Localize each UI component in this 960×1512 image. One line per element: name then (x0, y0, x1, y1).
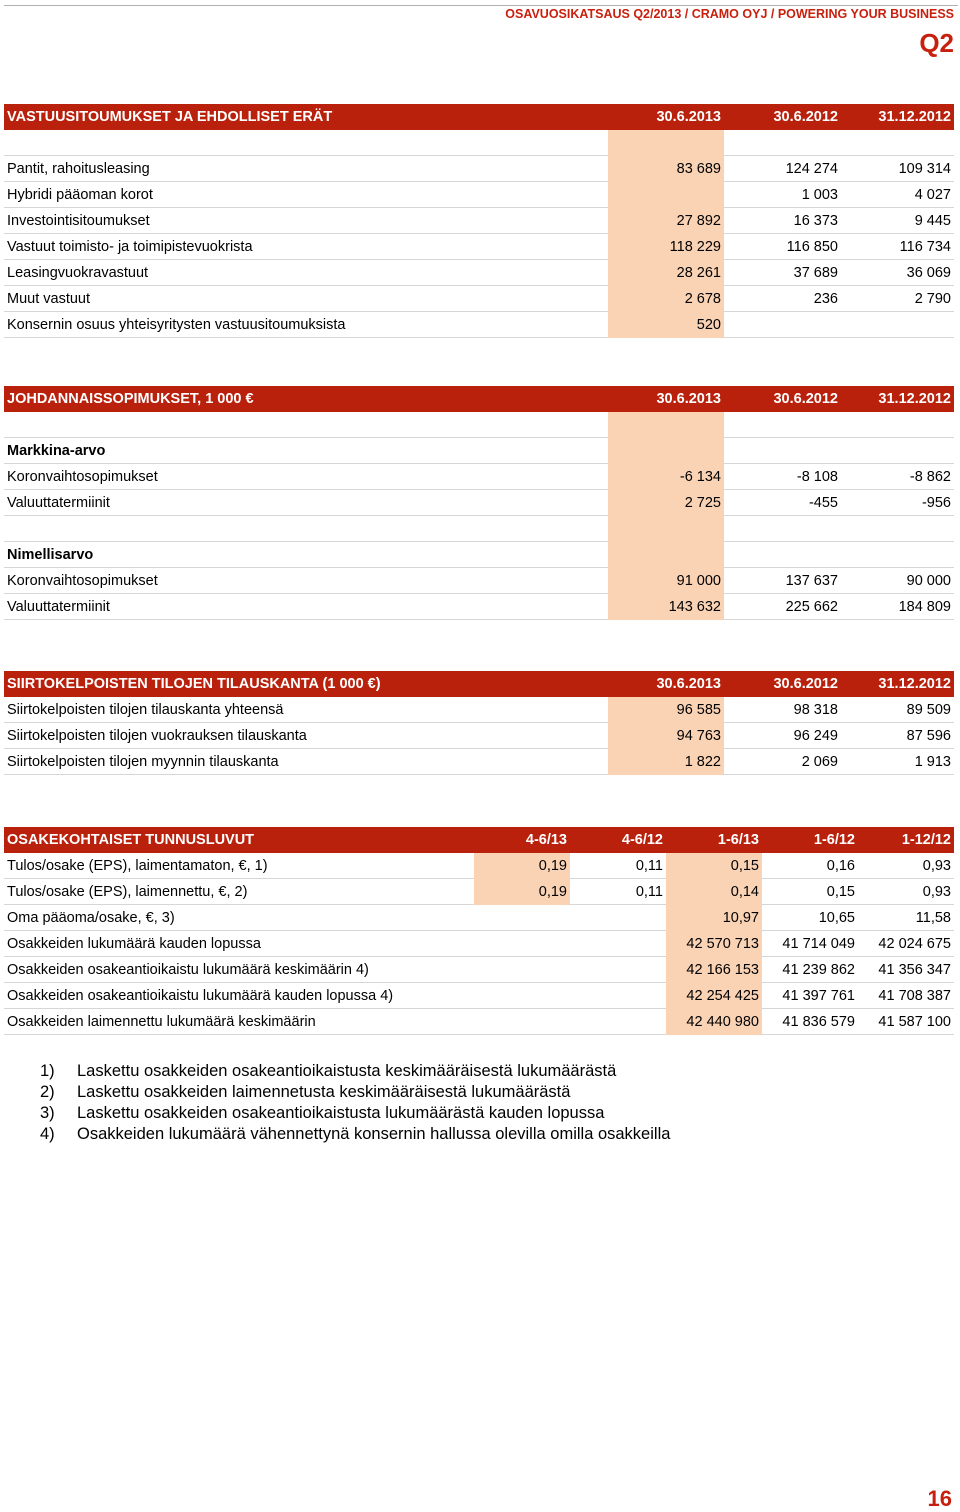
value-cell: 0,93 (922, 884, 951, 900)
table-row (4, 697, 954, 723)
footnote-key: 1) (40, 1062, 55, 1080)
commitments-title: VASTUUSITOUMUKSET JA EHDOLLISET ERÄT (7, 109, 333, 125)
value-cell: -8 108 (796, 469, 838, 485)
spacer-row (4, 516, 954, 542)
order-book-table (4, 671, 954, 775)
value-cell: 42 570 713 (666, 931, 762, 957)
col-header: 30.6.2013 (656, 391, 721, 407)
col-header: 31.12.2012 (878, 676, 951, 692)
value-cell: 137 637 (785, 573, 838, 589)
row-label: Osakkeiden osakeantioikaistu lukumäärä keskimäärin 4) (7, 962, 369, 978)
table-row (4, 853, 954, 879)
value-cell: 1 913 (914, 754, 951, 770)
row-label: Koronvaihtosopimukset (7, 573, 158, 589)
row-label: Hybridi pääoman korot (7, 187, 153, 203)
table-row (4, 594, 954, 620)
value-cell: 0,93 (922, 858, 951, 874)
table-row (4, 931, 954, 957)
value-cell: 520 (608, 312, 724, 338)
derivatives-title: JOHDANNAISSOPIMUKSET, 1 000 € (7, 391, 254, 407)
row-label: Valuuttatermiinit (7, 599, 110, 615)
col-header: 4-6/12 (621, 832, 663, 848)
table-row (4, 749, 954, 775)
col-header: 30.6.2012 (773, 676, 838, 692)
order-book-title: SIIRTOKELPOISTEN TILOJEN TILAUSKANTA (1 000 €) (7, 676, 381, 692)
value-cell: 90 000 (906, 573, 951, 589)
section-subheading-row (4, 438, 954, 464)
value-cell: -6 134 (608, 464, 724, 490)
value-cell: 116 734 (899, 239, 951, 255)
table-row (4, 957, 954, 983)
value-cell: 0,16 (826, 858, 855, 874)
order-book-header-row (4, 671, 954, 697)
row-label: Investointisitoumukset (7, 213, 150, 229)
spacer-cell (608, 516, 724, 542)
value-cell: 42 024 675 (878, 936, 951, 952)
value-cell: 0,14 (666, 879, 762, 905)
per-share-table (4, 827, 954, 1035)
table-row (4, 983, 954, 1009)
row-label: Osakkeiden lukumäärä kauden lopussa (7, 936, 261, 952)
commitments-header-row (4, 104, 954, 130)
value-cell: 41 587 100 (878, 1014, 951, 1030)
col-header: 30.6.2012 (773, 391, 838, 407)
table-row (4, 464, 954, 490)
row-label: Muut vastuut (7, 291, 91, 307)
footnote-key: 2) (40, 1083, 55, 1101)
value-cell (724, 312, 841, 338)
value-cell: 41 239 862 (782, 962, 855, 978)
col-header: 30.6.2013 (656, 676, 721, 692)
row-label: Tulos/osake (EPS), laimennettu, €, 2) (7, 884, 248, 900)
value-cell (841, 312, 954, 338)
spacer-cell (608, 438, 724, 464)
derivatives-table (4, 386, 954, 620)
value-cell: 83 689 (608, 156, 724, 182)
value-cell: 0,11 (635, 858, 663, 874)
page-number: 16 (927, 1486, 952, 1511)
value-cell: -8 862 (909, 469, 951, 485)
row-label: Siirtokelpoisten tilojen myynnin tilauskanta (7, 754, 279, 770)
value-cell: 2 725 (608, 490, 724, 516)
row-label: Osakkeiden osakeantioikaistu lukumäärä kauden lopussa 4) (7, 988, 394, 1004)
spacer-cell (608, 130, 724, 156)
value-cell: 109 314 (898, 161, 951, 177)
table-row (4, 723, 954, 749)
table-row (4, 260, 954, 286)
value-cell: 9 445 (914, 213, 951, 229)
value-cell: 11,58 (915, 910, 951, 926)
value-cell: 28 261 (608, 260, 724, 286)
nominal-value-heading: Nimellisarvo (7, 547, 94, 563)
derivatives-header-row (4, 386, 954, 412)
value-cell: 42 440 980 (666, 1009, 762, 1035)
footnote-text: Osakkeiden lukumäärä vähennettynä konsernin hallussa olevilla omilla osakkeilla (77, 1125, 671, 1143)
footnote (40, 1124, 670, 1145)
footnote-key: 4) (40, 1125, 55, 1143)
row-label: Valuuttatermiinit (7, 495, 110, 511)
market-value-heading: Markkina-arvo (7, 443, 106, 459)
value-cell: 0,15 (666, 853, 762, 879)
value-cell: 2 069 (801, 754, 838, 770)
col-header: 4-6/13 (525, 832, 567, 848)
col-header: 1-6/13 (717, 832, 759, 848)
col-header: 30.6.2012 (773, 109, 838, 125)
footnote-text: Laskettu osakkeiden laimennetusta keskimääräisestä lukumäärästä (77, 1083, 571, 1101)
report-header-title: OSAVUOSIKATSAUS Q2/2013 / CRAMO OYJ / POWERING YOUR BUSINESS (505, 7, 954, 21)
row-label: Konsernin osuus yhteisyritysten vastuusitoumuksista (7, 317, 346, 333)
commitments-table (4, 104, 954, 338)
spacer-row (4, 412, 954, 438)
value-cell: 116 850 (786, 239, 838, 255)
value-cell: 124 274 (785, 161, 838, 177)
value-cell: 2 790 (914, 291, 951, 307)
value-cell: 94 763 (608, 723, 724, 749)
spacer-cell (608, 412, 724, 438)
value-cell: 118 229 (608, 234, 724, 260)
value-cell: 4 027 (914, 187, 951, 203)
table-row (4, 312, 954, 338)
col-header: 1-6/12 (813, 832, 855, 848)
per-share-title: OSAKEKOHTAISET TUNNUSLUVUT (7, 832, 255, 848)
value-cell: 42 166 153 (666, 957, 762, 983)
table-row (4, 568, 954, 594)
per-share-header-row (4, 827, 954, 853)
footnotes (40, 1061, 670, 1145)
col-header: 1-12/12 (901, 832, 951, 848)
footnote-text: Laskettu osakkeiden osakeantioikaistusta keskimääräisestä lukumäärästä (77, 1062, 617, 1080)
row-label: Pantit, rahoitusleasing (7, 161, 150, 177)
value-cell: 89 509 (906, 702, 951, 718)
value-cell: 0,19 (474, 879, 570, 905)
row-label: Tulos/osake (EPS), laimentamaton, €, 1) (7, 858, 268, 874)
footnote-key: 3) (40, 1104, 55, 1122)
value-cell: 0,11 (635, 884, 663, 900)
value-cell: 41 714 049 (782, 936, 855, 952)
value-cell: 2 678 (608, 286, 724, 312)
value-cell: 37 689 (793, 265, 838, 281)
value-cell: 0,19 (474, 853, 570, 879)
value-cell: 27 892 (608, 208, 724, 234)
value-cell: -455 (808, 495, 838, 511)
table-row (4, 879, 954, 905)
quarter-label: Q2 (919, 28, 954, 58)
table-row (4, 286, 954, 312)
row-label: Koronvaihtosopimukset (7, 469, 158, 485)
value-cell: 1 822 (608, 749, 724, 775)
footnote (40, 1103, 670, 1124)
row-label: Siirtokelpoisten tilojen tilauskanta yhteensä (7, 702, 284, 718)
value-cell: 36 069 (906, 265, 951, 281)
spacer-row (4, 130, 954, 156)
value-cell: 41 397 761 (782, 988, 855, 1004)
row-label: Siirtokelpoisten tilojen vuokrauksen tilauskanta (7, 728, 307, 744)
value-cell: -956 (921, 495, 951, 511)
header-rule (4, 5, 958, 6)
footnote (40, 1061, 670, 1082)
table-row (4, 156, 954, 182)
col-header: 30.6.2013 (656, 109, 721, 125)
table-row (4, 234, 954, 260)
table-row (4, 905, 954, 931)
value-cell: 96 249 (793, 728, 838, 744)
value-cell: 184 809 (898, 599, 951, 615)
value-cell: 41 708 387 (878, 988, 951, 1004)
col-header: 31.12.2012 (878, 391, 951, 407)
table-row (4, 208, 954, 234)
row-label: Oma pääoma/osake, €, 3) (7, 910, 175, 926)
value-cell: 143 632 (608, 594, 724, 620)
value-cell: 87 596 (906, 728, 951, 744)
section-subheading-row (4, 542, 954, 568)
value-cell (608, 182, 724, 208)
value-cell: 16 373 (793, 213, 838, 229)
row-label: Leasingvuokravastuut (7, 265, 149, 281)
table-row (4, 182, 954, 208)
value-cell: 236 (813, 291, 838, 307)
value-cell: 225 662 (785, 599, 838, 615)
footnote-text: Laskettu osakkeiden osakeantioikaistusta lukumäärästä kauden lopussa (77, 1104, 605, 1122)
value-cell: 42 254 425 (666, 983, 762, 1009)
spacer-cell (608, 542, 724, 568)
value-cell: 10,65 (818, 910, 855, 926)
table-row (4, 1009, 954, 1035)
table-row (4, 490, 954, 516)
value-cell: 0,15 (826, 884, 855, 900)
row-label: Vastuut toimisto- ja toimipistevuokrista (7, 239, 253, 255)
value-cell: 10,97 (666, 905, 762, 931)
value-cell: 91 000 (608, 568, 724, 594)
row-label: Osakkeiden laimennettu lukumäärä keskimäärin (7, 1014, 316, 1030)
value-cell: 41 356 347 (878, 962, 951, 978)
col-header: 31.12.2012 (878, 109, 951, 125)
value-cell: 98 318 (793, 702, 838, 718)
value-cell: 1 003 (801, 187, 838, 203)
value-cell: 41 836 579 (782, 1014, 855, 1030)
footnote (40, 1082, 670, 1103)
value-cell: 96 585 (608, 697, 724, 723)
